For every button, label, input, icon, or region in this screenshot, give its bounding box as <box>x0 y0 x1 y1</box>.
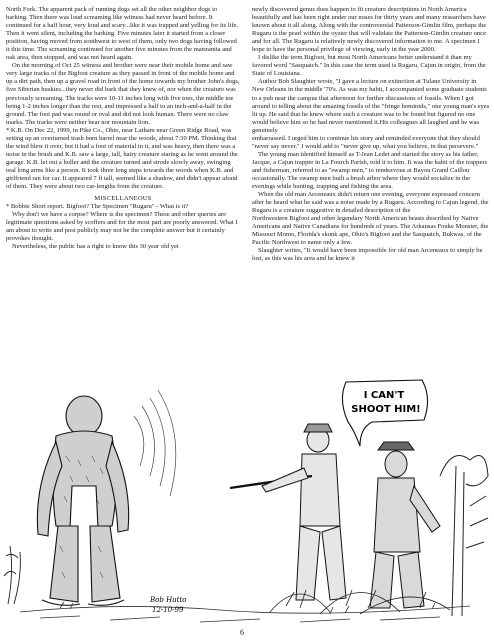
hunter-right-leg <box>322 526 346 600</box>
right-paragraph-2: I dislike the term Bigfoot, but most North Americans better understand it than my favored word "Sasquatch." In this case the term used is Rugaru, Cajun in origin, from the State of Louisiana. <box>252 54 486 78</box>
right-paragraph-1: newly discovered genus does happen to fit creature descriptions in North America beautifully and has been right under our noses for thirty years and many researchers have known about it all along. Along with the controversial Patterson-Gimlin film, perhaps the Rugaru is the pearl within the oyster that will validate the Patterson-Gimlin creature once and for all. The Rugaru is relatively newly discovered information to me. A specimen I hope to have the personal privilege of viewing, early in the year 2000. <box>252 6 487 54</box>
speech-bubble <box>342 380 427 446</box>
hunter-cap <box>304 424 332 432</box>
left-paragraph-3: * K.B. On Dec 22, 1999, in Pike Co., Ohio, near Latham near Green Ridge Road, was setting up an overturned trash burn barrel near the woods, about 7:30 PM. Thinking that the wind blew it over, but it had a foot of material in it, and was heavy, then there was a noise in the brush and K.B. saw a large, tall, hairy creature staring as he went around the garage. K.B. let out a holler and the creature turned and strode slowly away, swinging real long arms like a person. It took three long steps towards the woods when K.B. and girlfriend ran for car. It appeared 7 ft tall, seemed like a shadow, and didn't appear afraid of them. They were about two car-lengths from the creature. <box>6 126 238 191</box>
right-paragraph-3: Author Bob Slaughter wrote, "I gave a lecture on extinction at Tulane University in New Orleans in the middle '70's. As was my habit, I accompanied some graduate students to a pub near the campus that afternoon for further discussions of fossils. When I got around to telling about the amazing fossils of the "fringe hominids," one young man's eyes lit up. He said that he knew where such a creature was to be found but figured no one would believe him so he had never mentioned it.His colleagues all laughed and he was genuinely <box>252 78 490 134</box>
hunter-left-leg <box>296 526 320 600</box>
artist-signature: Bob Hutto <box>150 596 187 604</box>
artist-signature-date: 12-10-99 <box>152 606 184 614</box>
bigfoot-figure <box>37 396 128 605</box>
hunter-torso <box>300 454 340 526</box>
bush-left <box>4 546 20 604</box>
right-paragraph-5: The young man identified himself as T-Jean Ledet and started the story as his father, Jacque, a Cajun trapper in La Fourch Parish, told it to him. It was the habit of the trappers and fisherman, referred to as "swamp men," to rendezvous at Bayou Grand Caillou occasionally. The swamp men built a brush arbor where they would socialize in the evenings while hunting, trapping and fishing the area. <box>252 150 488 191</box>
second-hunter-head <box>385 451 407 477</box>
hunter-hat <box>378 442 414 450</box>
bigfoot-right-leg <box>90 526 120 602</box>
second-hunter-right-leg <box>398 552 424 608</box>
left-paragraph-6: Nevertheless, the public has a right to know this 30 year old yet <box>12 243 179 251</box>
bigfoot-head <box>66 396 102 436</box>
right-paragraph-6: When the old man Arceneaux didn't return one evening, everyone expressed concern after he heard what he said was a noise made by a Rugaru. According to Cajun legend, the Rugaru is a creature suggestive in detailed description of the <box>252 191 489 215</box>
left-paragraph-2: On the morning of Oct 25 witness and brother were near their mobile home and saw very large tracks of the Bigfoot creature as they passed in front of the mobile home and up a dirt path, then up a gravel road in front of the home towards my brother John's dogs, five Siberian huskies...they never did bark that they knew of, nor when the creature was previously screaming. The tracks were 10-11 inches long with five toes, the middle toe being 1-2 inches longer than the rest, and impressed a half to an inch-and-a-half in the ground. The foot pad was round or oval and did not look human. There were no claw marks. The tracks were neither bear nor mountain lion. <box>6 62 240 126</box>
left-paragraph-5: Why don't we have a corpse? Where is the specimen? These and other queries are legitimate questions asked by scoffers and for the most part are poorly answered. What I am about to write and post publicly may not be the complete answer but it certainly provokes thought. <box>6 211 238 243</box>
speech-bubble-line-2: SHOOT HIM! <box>351 404 421 415</box>
speech-bubble-line-1: I CAN'T <box>363 390 405 401</box>
bigfoot-torso <box>53 431 116 528</box>
hunter-with-rifle <box>230 424 346 600</box>
motion-lines <box>134 390 176 496</box>
second-hunter <box>370 442 440 608</box>
right-paragraph-8: Slaughter writes, "It would have been impossible for old man Arceneaux to simply be lost, as this was his area and he knew it <box>252 247 483 263</box>
left-paragraph-1: North Fork. The apparent pack of running dogs set all the other neighbor dogs to barking. Then there was loud screaming like witness had never heard before. It continued for a half hour, very loud and scary...like it was trapped and yelling for its life. Then it went silent, including the barking. Five minutes later it started from a closer position, having moved from southwest to west of them, only two dogs having followed it this time. The screaming continued for another five minutes from the manzanita and oak area, then stopped, and was not heard again. <box>6 6 239 62</box>
right-paragraph-7: Northwestern Bigfoot and other legendary North American beasts described by Native Americans and Native Canadians for hundreds of years. The Arkansas Fouke Monster, the Missouri Momo, Florida's skunk ape, Ohio's Bigfoot and the Sasquatch, Bukwas, of the Pacific Northwest to name only a few. <box>252 215 489 247</box>
tree-right <box>440 456 488 616</box>
left-text-column <box>6 6 240 380</box>
right-paragraph-4: embarrassed. I urged him to continue his story and reminded everyone that they should "never say never." I would add to "never give up, what you believe, in that persevere." <box>252 134 480 150</box>
bigfoot-cartoon-illustration <box>0 376 494 632</box>
bigfoot-left-leg <box>50 526 78 602</box>
right-text-column <box>252 6 490 426</box>
page-number: 6 <box>240 628 244 637</box>
section-heading-miscellaneous: MISCELLANEOUS <box>94 195 152 203</box>
left-paragraph-4: * Bobbie Short report. Bigfoot? The Specimen "Rugaru" - What is it? <box>6 203 189 211</box>
ground-lines <box>20 602 470 622</box>
